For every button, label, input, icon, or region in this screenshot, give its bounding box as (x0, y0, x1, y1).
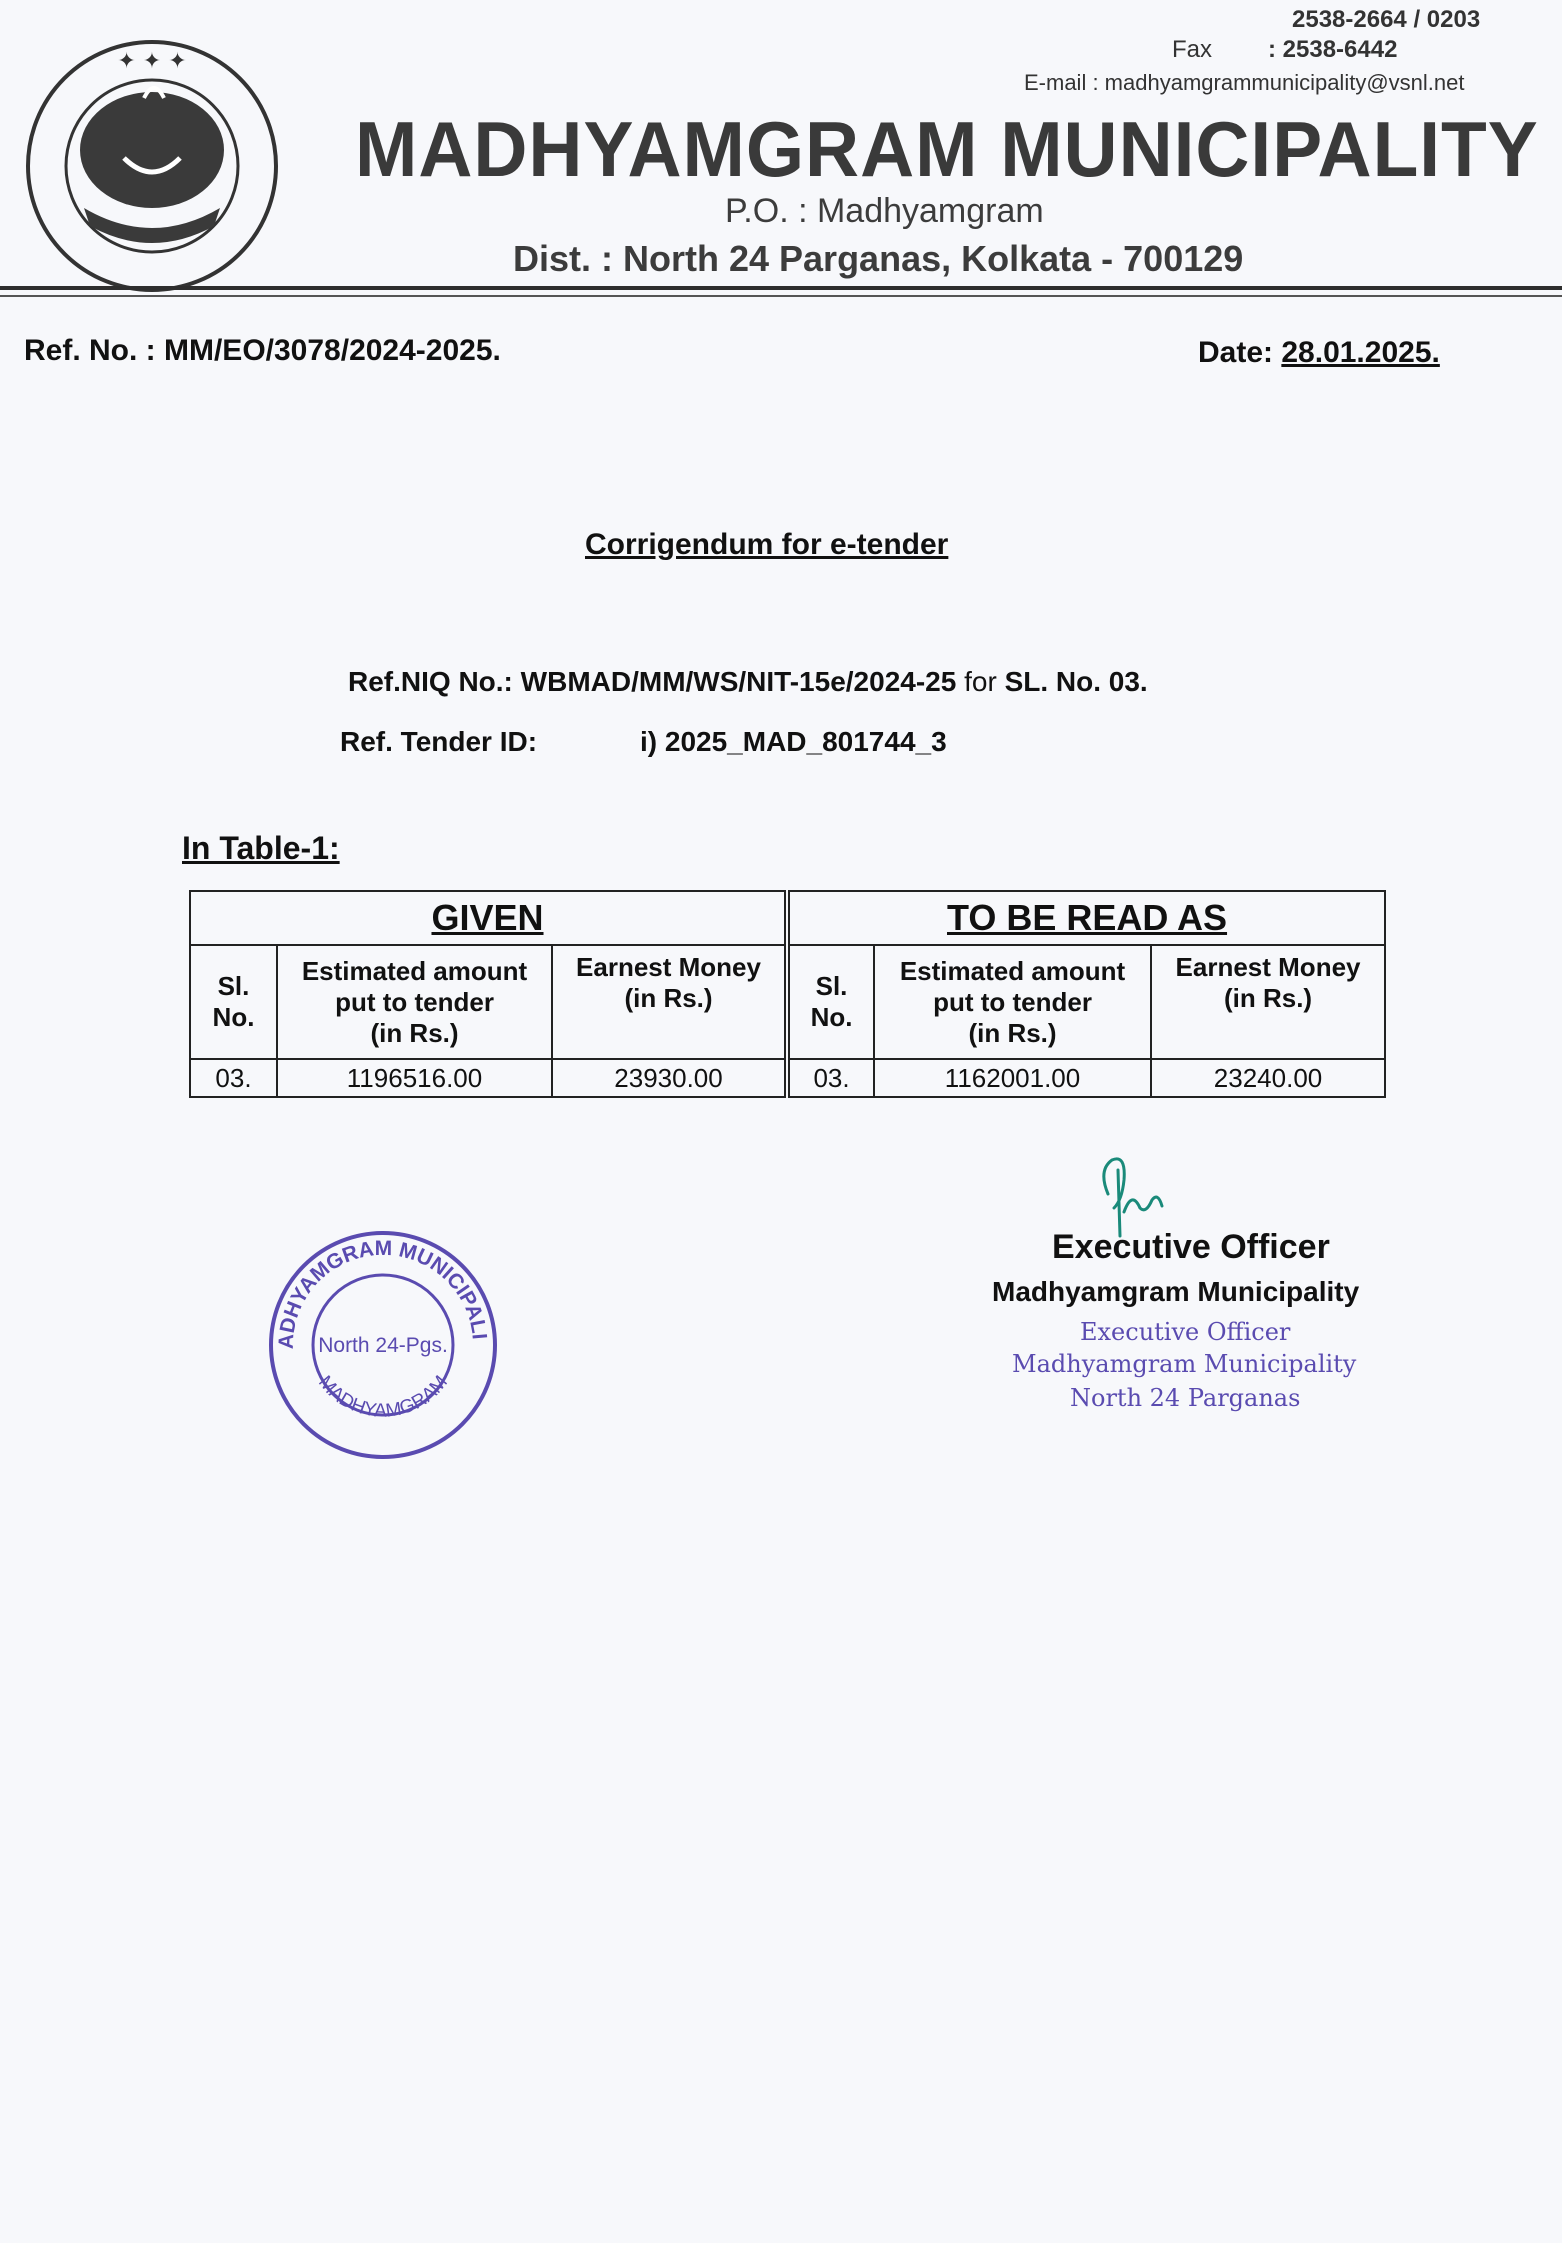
niq-value: WBMAD/MM/WS/NIT-15e/2024-25 (520, 666, 957, 697)
read-sl: 03. (787, 1059, 874, 1097)
document-title: Corrigendum for e-tender (585, 528, 949, 561)
given-sl: 03. (190, 1059, 277, 1097)
date-label: Date: (1198, 336, 1274, 369)
tender-id-value: i) 2025_MAD_801744_3 (640, 726, 947, 757)
seal-bottom-text: MADHYAMGRAM (314, 1372, 452, 1422)
col-sl-no: Sl. No. (787, 945, 874, 1059)
header-divider-thin (0, 295, 1562, 297)
seal-officer-title: Executive Officer (1080, 1318, 1291, 1346)
signatory-org: Madhyamgram Municipality (992, 1276, 1360, 1307)
read-estimated: 1162001.00 (874, 1059, 1151, 1097)
table-row (190, 1059, 1385, 1097)
fax-number: : 2538-6442 (1268, 36, 1398, 63)
col-estimated-amount: Estimated amount put to tender (in Rs.) (874, 945, 1151, 1059)
niq-label: Ref.NIQ No.: (348, 666, 513, 697)
table-intro: In Table-1: (182, 830, 340, 866)
given-header: GIVEN (190, 891, 787, 945)
logo-text: ✦ ✦ ✦ (117, 49, 187, 74)
email-address: E-mail : madhyamgrammunicipality@vsnl.net (1024, 70, 1465, 95)
to-be-read-as-header: TO BE READ AS (787, 891, 1385, 945)
tender-id-label: Ref. Tender ID: (340, 726, 538, 757)
reference-number: Ref. No. : MM/EO/3078/2024-2025. (24, 334, 501, 367)
niq-sl: SL. No. 03. (1004, 666, 1148, 697)
seal-officer-district: North 24 Parganas (1070, 1384, 1301, 1412)
round-seal (258, 1220, 508, 1470)
post-office: P.O. : Madhyamgram (725, 192, 1044, 230)
seal-middle-text: North 24-Pgs. (318, 1334, 448, 1357)
fax-label: Fax (1172, 36, 1213, 63)
date-line (1198, 336, 1440, 370)
niq-for: for (964, 666, 997, 697)
phone-number: 2538-2664 / 0203 (1292, 6, 1481, 33)
corrigendum-table (189, 890, 1386, 1098)
col-earnest-money: Earnest Money (in Rs.) (552, 945, 787, 1059)
header-divider (0, 286, 1562, 290)
niq-line (348, 666, 1148, 698)
signatory-title: Executive Officer (1052, 1228, 1330, 1266)
col-earnest-money: Earnest Money (in Rs.) (1151, 945, 1385, 1059)
seal-top-text: ADHYAMGRAM MUNICIPALI (274, 1236, 491, 1350)
organization-name: MADHYAMGRAM MUNICIPALITY (355, 105, 1539, 193)
municipal-logo (24, 38, 280, 294)
district-address: Dist. : North 24 Parganas, Kolkata - 700129 (513, 238, 1244, 279)
given-estimated: 1196516.00 (277, 1059, 552, 1097)
read-earnest: 23240.00 (1151, 1059, 1385, 1097)
date-value: 28.01.2025. (1281, 336, 1440, 369)
handwritten-signature (1092, 1150, 1172, 1240)
col-sl-no: Sl. No. (190, 945, 277, 1059)
col-estimated-amount: Estimated amount put to tender (in Rs.) (277, 945, 552, 1059)
seal-officer-org: Madhyamgram Municipality (1012, 1350, 1357, 1378)
given-earnest: 23930.00 (552, 1059, 787, 1097)
